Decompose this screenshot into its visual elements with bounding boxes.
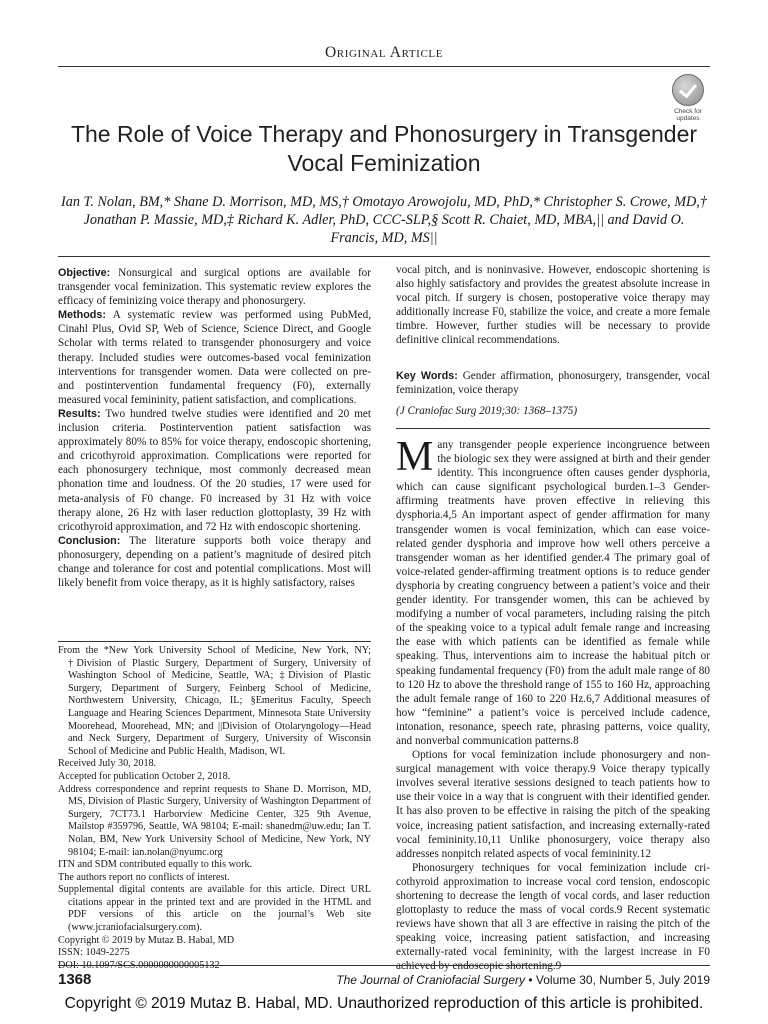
objective-label: Objective: <box>58 267 111 279</box>
abstract-objective <box>58 266 371 308</box>
abstract-methods <box>58 308 371 407</box>
article-title: The Role of Voice Therapy and Phonosurgery in Transgender Vocal Feminization <box>70 121 698 176</box>
methods-label: Methods: <box>58 309 106 322</box>
results-label: Results: <box>58 407 101 420</box>
accepted-date: Accepted for publication October 2, 2018. <box>58 770 231 782</box>
page-number: 1368 <box>58 971 92 988</box>
section-label: Original Article <box>324 44 444 61</box>
drop-cap: M <box>396 434 434 480</box>
abstract-end-divider <box>396 428 710 429</box>
methods-text: A systematic review was performed using PubMed, Cinahl Plus, Ovid SP, Web of Science, Science Direct, and Google Scholar with terms related to transgender phonosurgery and voice therapy. Included studies were outcomes-based vocal feminization interventions for transgender women. Data were collected on pre- and postintervention fundamental frequency (F0), externally measured vocal femininity, patient satisfaction, and complications. <box>58 309 371 406</box>
journal-issue: • Volume 30, Number 5, July 2019 <box>525 973 710 987</box>
affiliations <box>58 645 371 972</box>
abstract-results <box>58 407 371 534</box>
conflicts-statement: The authors report no conflicts of interest. <box>58 871 230 883</box>
keywords-text: Gender affirmation, phonosurgery, transgender, vocal feminization, voice therapy <box>396 370 711 397</box>
checkmark-icon <box>672 74 704 106</box>
affiliation-from: From the *New York University School of Medicine, New York, NY; †Division of Plastic Surgery, Department of Surgery, University of Washington School of Medicine, Seattle, WA; ‡Division of Plastic Surgery, Department of Surgery, Feinberg School of Medicine, Northwestern University, Chicago, IL; §Emeritus Faculty, Speech Language and Hearing Sciences Department, Minnesota State University Moorehead, Moorehead, MN; and ||Division of Otolaryngology—Head and Neck Surgery, Department of Surgery, University of Wisconsin School of Medicine and Public Health, Madison, WI. <box>58 645 371 757</box>
received-date: Received July 30, 2018. <box>58 758 157 770</box>
objective-text: Nonsurgical and surgical options are available for transgender vocal feminization. This systematic review explores the efficacy of feminizing voice therapy and phonosurgery. <box>58 267 372 308</box>
keywords <box>396 369 710 397</box>
header-divider <box>58 66 710 67</box>
copyright-line: Copyright © 2019 by Mutaz B. Habal, MD <box>58 934 235 946</box>
badge-label: Check for updates <box>674 108 702 122</box>
citation: (J Craniofac Surg 2019;30: 1368–1375) <box>396 405 578 417</box>
copyright-banner: Copyright © 2019 Mutaz B. Habal, MD. Unauthorized reproduction of this article is prohibited. <box>64 995 704 1012</box>
conclusion-text: The literature supports both voice therapy and phonosurgery, depending on a patient’s magnitude of desired pitch change and tolerance for cost and potential complications. Most will likely benefit from voice therapy, as it is highly satisfactory, raises <box>58 534 371 590</box>
journal-name: The Journal of Craniofacial Surgery <box>336 973 526 987</box>
affiliation-divider <box>58 641 371 642</box>
body-paragraph-1 <box>396 434 710 748</box>
author-list: Ian T. Nolan, BM,* Shane D. Morrison, MD, MS,† Omotayo Arowojolu, MD, PhD,* Christopher S. Crowe, MD,† Jonathan P. Massie, MD,‡ Richard K. Adler, PhD, CCC-SLP,§ Scott R. Chaiet, MD, MBA,|| and David O. Francis, MD, MS|| <box>61 194 707 246</box>
doi: DOI: 10.1097/SCS.0000000000005132 <box>58 959 220 971</box>
body-text <box>396 434 710 974</box>
results-text: Two hundred twelve studies were identified and 20 met inclusion criteria. Postintervention patient satisfaction was approximately 80% to 85% for voice therapy, endoscopic shortening, and cricothyroid approximation. Complications were reported for each phonosurgery technique, most commonly decreased mean phonation time and loudness. Of the 20 studies, 17 were used for meta-analysis of F0 change. F0 increased by 31 Hz with voice therapy alone, 26 Hz with laser reduction glottoplasty, 39 Hz with cricothyroid approximation, and 72 Hz with endoscopic shortening. <box>58 407 371 533</box>
footer-divider <box>58 965 710 966</box>
issn: ISSN: 1049-2275 <box>58 947 130 959</box>
check-for-updates-badge[interactable] <box>666 74 710 124</box>
keywords-label: Key Words: <box>396 370 458 382</box>
para1-text: any transgender people experience incongruence between the biologic sex they were assigned at birth and their gender identity. This incongruence often causes gender dysphoria, which can cause significant psychological burden.1–3 Gender-affirming treatments have proven effective in relieving this dysphoria.4,5 An important aspect of gender affirmation for many transgender women is vocal feminization, which can ease voice-related gender dysphoria and improve how well others perceive a transgender woman as her identified gender.4 The primary goal of voice-related gender-affirming treatment options is to reduce gender dysphoria by creating congruency between a patient’s voice and their gender identity. For transgender women, this can be achieved by modifying a number of vocal parameters, including raising the pitch of the speaking voice to a typical adult female range and increasing the ease with which patients can be identified as female while speaking. Thus, interventions aim to increase the habitual pitch or speaking fundamental frequency (F0) from the adult male range of 80 to 120 Hz to above the threshold range of 155 to 160 Hz, approaching the adult female range of 160 to 220 Hz.6,7 Additional measures of how “feminine” a patient’s voice is perceived include cadence, intonation, resonance, speech rate, phrasing patterns, voice quality, and nonverbal communication patterns.8 <box>396 439 710 747</box>
equal-contribution: ITN and SDM contributed equally to this work. <box>58 859 253 871</box>
body-paragraph-3: Phonosurgery techniques for vocal feminization include cri-cothyroid approximation to increase vocal cord tension, endoscopic shortening to decrease the length of vocal cords, and laser reduction glottoplasty to reduce the mass of vocal cords.9 Recent systematic reviews have shown that all 3 are effective in raising the pitch of the speaking voice, increasing patient satisfaction, and increasing externally-rated vocal femininity, with the largest increase in F0 achieved by endoscopic shortening.9 <box>396 861 710 973</box>
abstract-right: vocal pitch, and is noninvasive. However, endoscopic shortening is also highly satisfactory and provides the greatest absolute increase in vocal pitch. If surgery is chosen, postoperative voice therapy may additionally increase F0, stabilize the voice, and create a more female timbre. However, further studies will be necessary to provide definitive clinical recommendations. <box>396 264 710 347</box>
supplemental-note: Supplemental digital contents are available for this article. Direct URL citations appear in the printed text and are provided in the HTML and PDF versions of this article on the journal’s Web site (www.jcraniofacialsurgery.com). <box>58 884 371 934</box>
body-paragraph-2: Options for vocal feminization include phonosurgery and non-surgical management with voice therapy.9 Voice therapy typically involves several iterative sessions designed to teach patients how to use their voice in a way that is congruent with their identified gender. It has also proven to be effective in raising the pitch of the speaking voice, increasing patient satisfaction, and increasing externally-rated vocal femininity.10,11 Unlike phonosurgery, voice therapy also addresses nonpitch related aspects of vocal femininity.12 <box>396 749 710 860</box>
correspondence: Address correspondence and reprint requests to Shane D. Morrison, MD, MS, Division of Plastic Surgery, University of Washington Department of Surgery, 7CT73.1 Harborview Medicine Center, 325 9th Avenue, Mailstop #359796, Seattle, WA 98104; E-mail: shanedm@uw.edu; Ian T. Nolan, BM, New York University School of Medicine, New York, NY 98104; E-mail: ian.nolan@nyumc.org <box>58 783 371 858</box>
abstract-left <box>58 266 371 590</box>
journal-info <box>336 973 710 987</box>
abstract-divider <box>58 256 710 257</box>
conclusion-label: Conclusion: <box>58 534 121 547</box>
abstract-conclusion <box>58 534 371 590</box>
